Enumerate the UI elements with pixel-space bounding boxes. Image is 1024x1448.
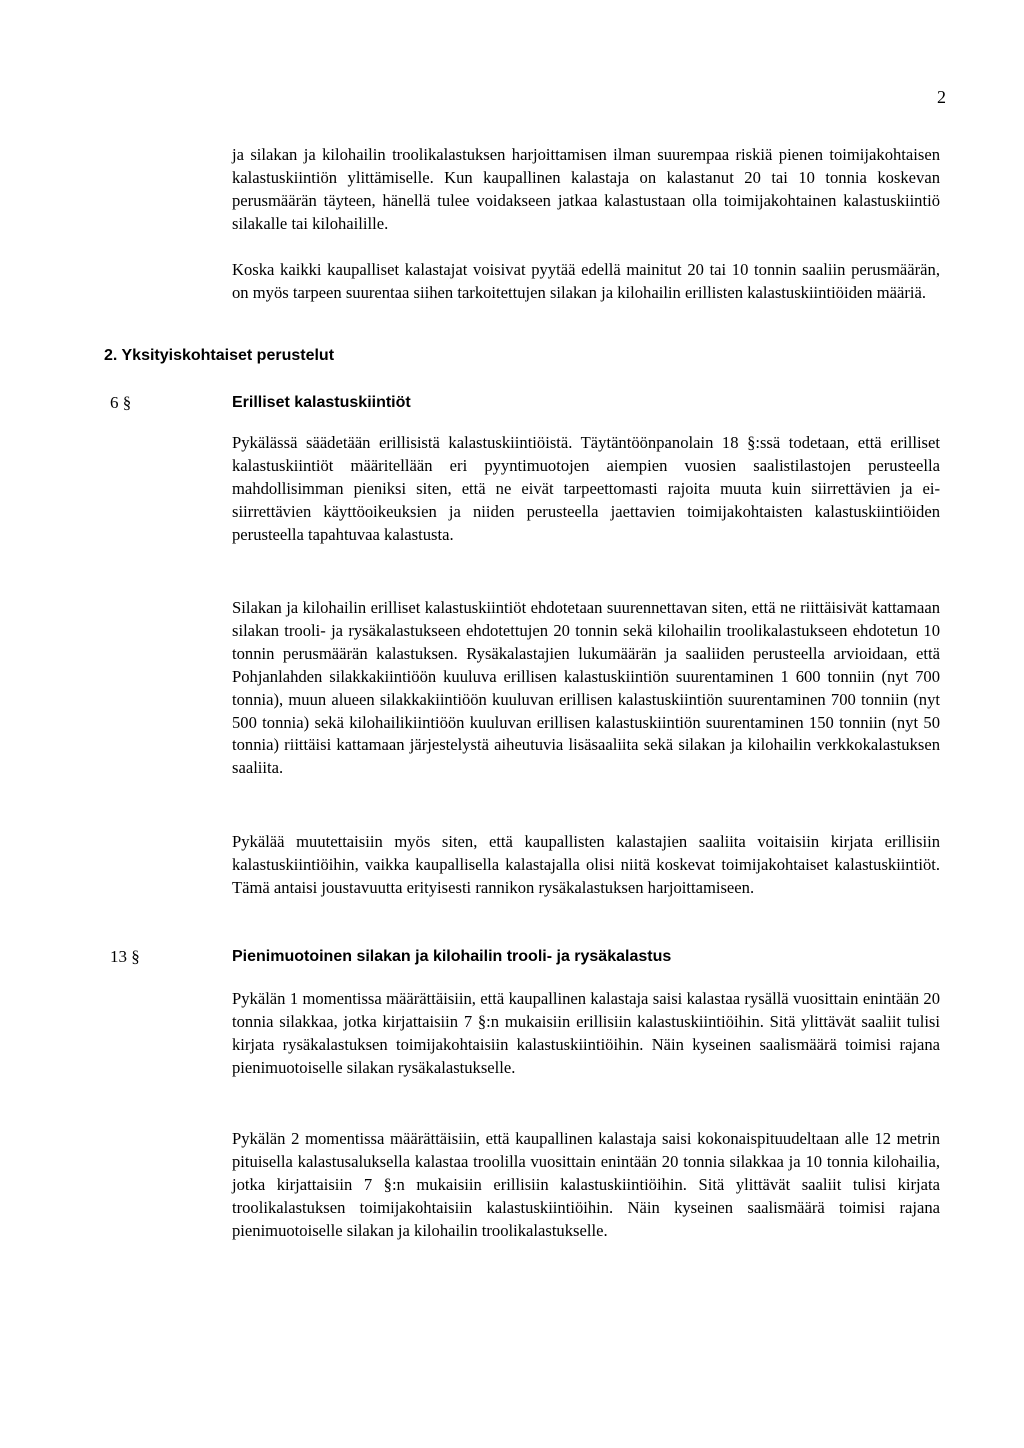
paragraph-6-title: Erilliset kalastuskiintiöt [232,394,411,411]
paragraph-13-text-2: Pykälän 2 momentissa määrättäisiin, että kaupallinen kalastaja saisi kokonaispituudeltaan alle 12 metrin pituisella kalastusaluksella kalastaa troolilla vuosittain enintään 20 tonnia silakkaa ja 10 tonnia kilohailia, jotka kirjattaisiin 7 §:n mukaisiin erillisiin kalastuskiintiöihin. Sitä ylittävät saaliit tulisi kirjata troolikalastuksen toimijakohtaisiin kalastuskiintiöihin. Näin kyseinen saalismäärä toimisi rajana pienimuotoiselle silakan ja kilohailin troolikalastukselle. [232,1129,940,1240]
section-heading: 2. Yksityiskohtaiset perustelut [104,347,335,364]
paragraph-13-number: 13 § [110,947,140,966]
intro-paragraph-1: ja silakan ja kilohailin troolikalastuksen harjoittamisen ilman suurempaa riskiä pienen toimijakohtaisen kalastuskiintiön ylittämiselle. Kun kaupallinen kalastaja on kalastanut 20 tai 10 tonnia koskevan perusmäärän täyteen, hänellä tulee voidakseen jatkaa kalastustaan olla toimijakohtainen kalastuskiintiö silakalle tai kilohailille. [232,145,940,233]
paragraph-6-text-1: Pykälässä säädetään erillisistä kalastuskiintiöistä. Täytäntöönpanolain 18 §:ssä todetaan, että erilliset kalastuskiintiöt määritellään eri pyyntimuotojen aiempien vuosien saalistilastojen perusteella mahdollisimman pieniksi siten, että ne eivät tarpeettomasti rajoita muuta kuin siirrettävien ja ei-siirrettävien käyttöoikeuksien ja niiden perusteella jaettavien toimijakohtaisten kalastuskiintiöiden perusteella tapahtuvaa kalastusta. [232,433,940,544]
intro-paragraph-2: Koska kaikki kaupalliset kalastajat voisivat pyytää edellä mainitut 20 tai 10 tonnin saaliin perusmäärän, on myös tarpeen suurentaa siihen tarkoitettujen silakan ja kilohailin erillisten kalastuskiintiöiden määriä. [232,260,940,302]
page-number: 2 [937,87,946,107]
paragraph-13-text-1: Pykälän 1 momentissa määrättäisiin, että kaupallinen kalastaja saisi kalastaa rysällä vuosittain enintään 20 tonnia silakkaa, jotka kirjattaisiin 7 §:n mukaisiin erillisiin kalastuskiintiöihin. Sitä ylittävät saaliit tulisi kirjata rysäkalastuksen toimijakohtaisiin kalastuskiintiöihin. Näin kyseinen saalismäärä toimisi rajana pienimuotoiselle silakan rysäkalastukselle. [232,989,940,1077]
paragraph-6-number: 6 § [110,393,132,412]
paragraph-6-text-2: Silakan ja kilohailin erilliset kalastuskiintiöt ehdotetaan suurennettavan siten, että ne riittäisivät kattamaan silakan trooli- ja rysäkalastukseen ehdotettujen 20 tonnin sekä kilohailin troolikalastukseen ehdotetun 10 tonnin perusmäärän kalastuksen. Rysäkalastajien lukumäärän ja saaliiden perusteella arvioidaan, että Pohjanlahden silakkakiintiöön kuuluva erillisen kalastuskiintiön suurentaminen 1 600 tonniin (nyt 700 tonnia), muun alueen silakkakiintiöön kuuluvan erillisen kalastuskiintiön suurentaminen 700 tonniin (nyt 500 tonnia) sekä kilohailikiintiöön kuuluvan erillisen kalastuskiintiön suurentaminen 150 tonniin (nyt 50 tonnia) riittäisi kattamaan järjestelystä aiheutuvia lisäsaaliita sekä silakan ja kilohailin verkkokalastuksen saaliita. [232,598,940,778]
paragraph-6-text-3: Pykälää muutettaisiin myös siten, että kaupallisten kalastajien saaliita voitaisiin kirjata erillisiin kalastuskiintiöihin, vaikka kaupallisella kalastajalla olisi niitä koskevat toimijakohtaiset kalastuskiintiöt. Tämä antaisi joustavuutta erityisesti rannikon rysäkalastuksen harjoittamiseen. [232,832,940,897]
paragraph-13-title: Pienimuotoinen silakan ja kilohailin trooli- ja rysäkalastus [232,948,672,965]
